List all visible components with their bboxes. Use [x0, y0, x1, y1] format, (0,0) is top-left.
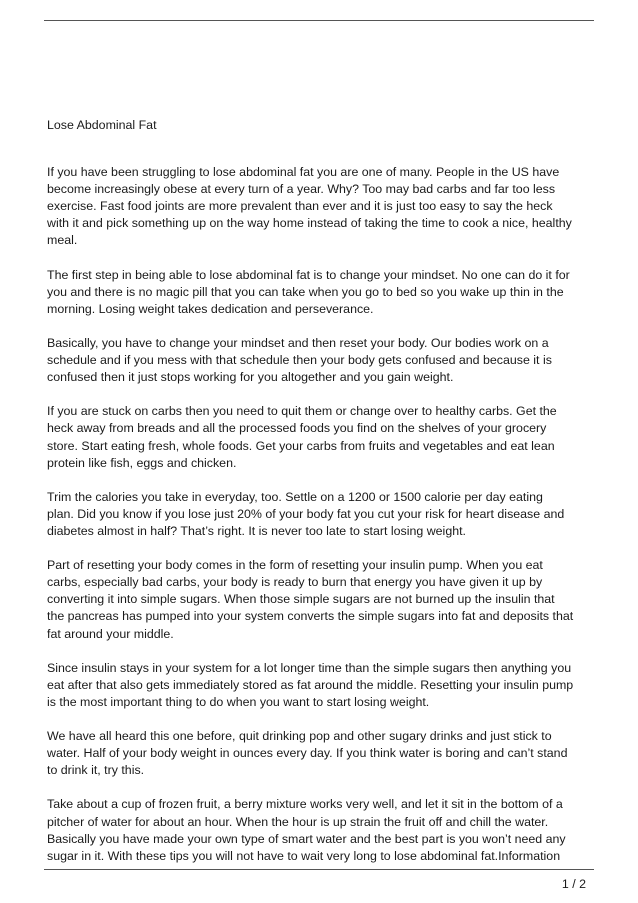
footer-rule: [44, 869, 594, 870]
paragraph-line: meal.: [47, 233, 78, 248]
paragraph-line: Basically, you have to change your mindset and then reset your body. Our bodies work on a: [47, 335, 549, 350]
paragraph-line: Basically you have made your own type of smart water and the best part is you won’t need any: [47, 831, 566, 846]
paragraph-line: water. Half of your body weight in ounces every day. If you think water is boring and can’t stand: [47, 746, 568, 761]
paragraph: [47, 335, 597, 386]
paragraph: [47, 164, 597, 249]
paragraph-line: morning. Losing weight takes dedication and perseverance.: [47, 301, 374, 316]
paragraph-line: store. Start eating fresh, whole foods. Get your carbs from fruits and vegetables and eat lean: [47, 438, 555, 453]
paragraph: [47, 728, 597, 779]
paragraph-line: If you are stuck on carbs then you need to quit them or change over to healthy carbs. Get the: [47, 404, 557, 419]
paragraph-line: pitcher of water for about an hour. When the hour is up strain the fruit off and chill the water.: [47, 814, 549, 829]
paragraph-line: sugar in it. With these tips you will not have to wait very long to lose abdominal fat.Information: [47, 848, 561, 863]
document-body: [47, 164, 597, 882]
paragraph-line: We have all heard this one before, quit drinking pop and other sugary drinks and just stick to: [47, 729, 552, 744]
paragraph-line: protein like fish, eggs and chicken.: [47, 455, 237, 470]
paragraph-line: Part of resetting your body comes in the form of resetting your insulin pump. When you eat: [47, 558, 543, 573]
document-title: Lose Abdominal Fat: [47, 118, 157, 132]
paragraph-line: Trim the calories you take in everyday, too. Settle on a 1200 or 1500 calorie per day eating: [47, 489, 543, 504]
paragraph-line: become increasingly obese at every turn of a year. Why? Too may bad carbs and far too less: [47, 182, 556, 197]
paragraph-line: If you have been struggling to lose abdominal fat you are one of many. People in the US have: [47, 165, 560, 179]
page-number: 1 / 2: [561, 877, 586, 891]
paragraph-line: converting it into simple sugars. When those simple sugars are not burned up the insulin that: [47, 592, 555, 607]
paragraph-line: eat after that also gets immediately stored as fat around the middle. Resetting your insulin pump: [47, 677, 574, 692]
paragraph-line: the pancreas has pumped into your system converts the simple sugars into fat and deposits that: [47, 609, 574, 624]
paragraph-line: exercise. Fast food joints are more prevalent than ever and it is just too easy to say the heck: [47, 199, 553, 214]
header-rule: [44, 20, 594, 21]
paragraph-line: heck away from breads and all the processed foods you find on the shelves of your grocery: [47, 421, 547, 436]
paragraph-line: Since insulin stays in your system for a lot longer time than the simple sugars then anything you: [47, 660, 572, 675]
paragraph-line: schedule and if you mess with that schedule then your body gets confused and because it is: [47, 353, 552, 368]
paragraph-line: diabetes almost in half? That’s right. It is never too late to start losing weight.: [47, 523, 466, 538]
paragraph: [47, 267, 597, 318]
paragraph-line: plan. Did you know if you lose just 20% of your body fat you cut your risk for heart disease and: [47, 506, 565, 521]
paragraph-line: The first step in being able to lose abdominal fat is to change your mindset. No one can do it for: [47, 267, 570, 282]
paragraph-line: Take about a cup of frozen fruit, a berry mixture works very well, and let it sit in the bottom of a: [47, 797, 563, 812]
paragraph-line: is the most important thing to do when you want to start losing weight.: [47, 694, 430, 709]
paragraph: [47, 489, 597, 540]
paragraph-line: you and there is no magic pill that you can take when you go to bed so you wake up thin in the: [47, 284, 564, 299]
paragraph-line: confused then it just stops working for you altogether and you gain weight.: [47, 370, 454, 385]
paragraph-line: with it and pick something up on the way home instead of taking the time to cook a nice, healthy: [47, 216, 572, 231]
paragraph: [47, 403, 597, 471]
paragraph: [47, 660, 597, 711]
paragraph-line: fat around your middle.: [47, 626, 174, 641]
paragraph-line: to drink it, try this.: [47, 763, 145, 778]
paragraph-line: carbs, especially bad carbs, your body is ready to burn that energy you have given it up by: [47, 575, 543, 590]
paragraph: [47, 796, 597, 864]
paragraph: [47, 557, 597, 642]
